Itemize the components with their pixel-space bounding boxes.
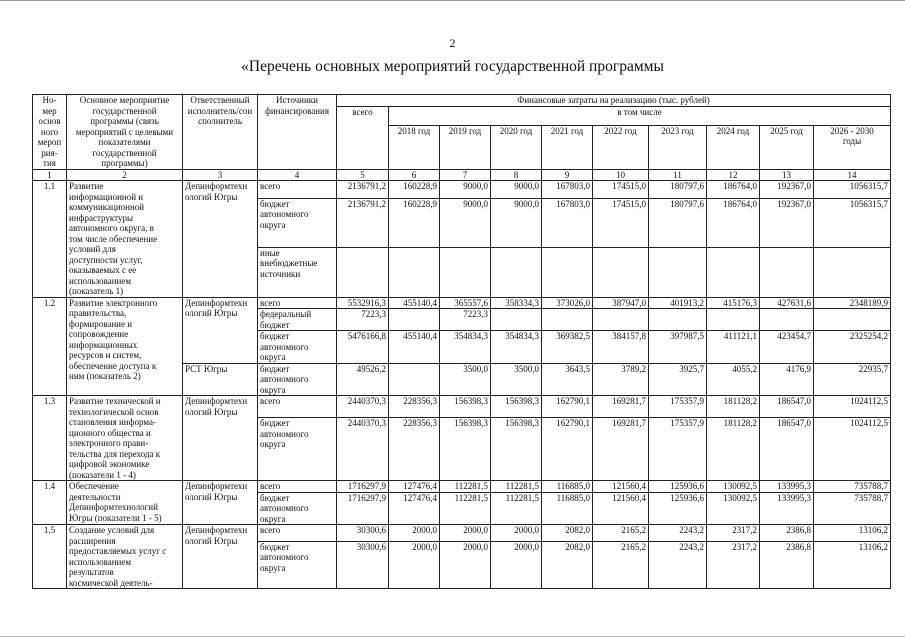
cost-year: 116885,0 xyxy=(542,492,593,525)
cost-year: 175357,9 xyxy=(649,418,707,481)
header-source: Источники финансирования xyxy=(258,95,337,170)
cost-year xyxy=(389,363,440,396)
funding-source: бюджет автономного округа xyxy=(258,363,337,396)
cost-year: 1056315,7 xyxy=(814,181,891,199)
cost-year: 423454,7 xyxy=(760,331,814,364)
cost-year: 181128,2 xyxy=(707,418,760,481)
cost-year xyxy=(649,309,707,331)
table-row xyxy=(33,396,891,418)
funding-source: бюджет автономного округа xyxy=(258,198,337,247)
activity-name: Создание условий для расширения предоставляемых услуг с использованием результатов космической деятель- xyxy=(67,525,183,589)
cost-year: 130092,5 xyxy=(707,481,760,493)
header-total: всего xyxy=(337,106,389,169)
cost-year: 130092,5 xyxy=(707,492,760,525)
column-number: 1 xyxy=(33,169,67,181)
cost-year: 2325254,2 xyxy=(814,331,891,364)
cost-total: 30300,6 xyxy=(337,541,389,588)
cost-year: 2386,8 xyxy=(760,525,814,542)
cost-year: 180797,6 xyxy=(649,198,707,247)
responsible-executor: Депинформтехн ологий Югры xyxy=(183,297,258,363)
column-number: 11 xyxy=(649,169,707,181)
activity-name: Обеспечение деятельности Депинформтехнологий Югры (показатели 1 - 5) xyxy=(67,481,183,525)
column-number-row xyxy=(33,169,891,181)
program-activities-table xyxy=(32,94,891,589)
cost-year: 2317,2 xyxy=(707,525,760,542)
cost-total: 2136791,2 xyxy=(337,181,389,199)
header-year: 2025 год xyxy=(760,125,814,169)
cost-year: 3789,2 xyxy=(593,363,649,396)
column-number: 6 xyxy=(389,169,440,181)
responsible-executor: Депинформтехн ологий Югры xyxy=(183,396,258,481)
cost-year: 735788,7 xyxy=(814,492,891,525)
activity-name: Развитие технической и технологической основ становления информа- ционного общества и электронного прави- тельства для перехода к цифровой экономике (показатели 1 - 4) xyxy=(67,396,183,481)
page-number: 2 xyxy=(449,36,456,50)
cost-year: 156398,3 xyxy=(491,418,542,481)
activity-name: Развитие информационной и коммуникационной инфраструктуры автономного округа, в том числе обеспечение условий для доступности услуг, оказываемых с ее использованием (показатель 1) xyxy=(67,181,183,298)
funding-source: всего xyxy=(258,481,337,493)
cost-total: 1716297,9 xyxy=(337,492,389,525)
cost-total: 2440370,3 xyxy=(337,396,389,418)
cost-year: 186764,0 xyxy=(707,181,760,199)
activity-name: Развитие электронного правительства, формирование и сопровождение информационных ресурсов и систем, обеспечение доступа к ним (показатель 2) xyxy=(67,297,183,396)
responsible-executor: Депинформтехн ологий Югры xyxy=(183,525,258,589)
funding-source: всего xyxy=(258,396,337,418)
cost-year: 2000,0 xyxy=(440,541,491,588)
cost-year: 415176,3 xyxy=(707,297,760,309)
cost-year: 354834,3 xyxy=(440,331,491,364)
cost-year: 116885,0 xyxy=(542,481,593,493)
header-year: 2018 год xyxy=(389,125,440,169)
column-number: 4 xyxy=(258,169,337,181)
cost-year: 401913,2 xyxy=(649,297,707,309)
header-costs: Финансовые затраты на реализацию (тыс. рублей) xyxy=(337,95,891,107)
cost-year: 13106,2 xyxy=(814,541,891,588)
table-row xyxy=(33,481,891,493)
responsible-executor: Депинформтехн ологий Югры xyxy=(183,181,258,298)
cost-year: 186547,0 xyxy=(760,396,814,418)
cost-year xyxy=(814,309,891,331)
column-number: 10 xyxy=(593,169,649,181)
cost-year: 192367,0 xyxy=(760,198,814,247)
cost-year: 160228,9 xyxy=(389,181,440,199)
header-responsible: Ответственный исполнитель/сои сполнитель xyxy=(183,95,258,170)
cost-year: 427631,6 xyxy=(760,297,814,309)
cost-year: 167803,0 xyxy=(542,181,593,199)
cost-year: 1024112,5 xyxy=(814,396,891,418)
header-year: 2023 год xyxy=(649,125,707,169)
cost-year: 7223,3 xyxy=(440,309,491,331)
cost-year: 1056315,7 xyxy=(814,198,891,247)
cost-year xyxy=(542,309,593,331)
cost-year: 192367,0 xyxy=(760,181,814,199)
cost-year: 397987,5 xyxy=(649,331,707,364)
cost-year: 3500,0 xyxy=(491,363,542,396)
cost-total: 2440370,3 xyxy=(337,418,389,481)
cost-year xyxy=(491,309,542,331)
activity-number: 1.3 xyxy=(33,396,67,481)
cost-year: 174515,0 xyxy=(593,198,649,247)
cost-year xyxy=(542,247,593,297)
column-number: 7 xyxy=(440,169,491,181)
cost-total: 2136791,2 xyxy=(337,198,389,247)
cost-year: 186547,0 xyxy=(760,418,814,481)
activity-number: 1.4 xyxy=(33,481,67,525)
cost-year: 160228,9 xyxy=(389,198,440,247)
cost-year: 169281,7 xyxy=(593,396,649,418)
column-number: 14 xyxy=(814,169,891,181)
cost-year xyxy=(707,309,760,331)
responsible-executor: РСТ Югры xyxy=(183,363,258,396)
scan-edge-top xyxy=(0,0,905,1)
funding-source: федеральный бюджет xyxy=(258,309,337,331)
cost-year: 127476,4 xyxy=(389,492,440,525)
header-activity: Основное мероприятие государственной программы (связь мероприятий с целевыми показателями государственной программы) xyxy=(67,95,183,170)
cost-year: 1024112,5 xyxy=(814,418,891,481)
cost-year xyxy=(389,247,440,297)
cost-total xyxy=(337,247,389,297)
cost-year: 387947,0 xyxy=(593,297,649,309)
document-title: «Перечень основных мероприятий государственной программы xyxy=(241,58,664,75)
cost-total: 5532916,3 xyxy=(337,297,389,309)
cost-year: 411121,1 xyxy=(707,331,760,364)
column-number: 9 xyxy=(542,169,593,181)
cost-year: 3643,5 xyxy=(542,363,593,396)
cost-year: 169281,7 xyxy=(593,418,649,481)
cost-year: 156398,3 xyxy=(491,396,542,418)
cost-year: 2165,2 xyxy=(593,541,649,588)
cost-year xyxy=(593,247,649,297)
cost-total: 30300,6 xyxy=(337,525,389,542)
cost-year: 112281,5 xyxy=(440,481,491,493)
cost-year: 156398,3 xyxy=(440,396,491,418)
cost-year: 455140,4 xyxy=(389,297,440,309)
funding-source: бюджет автономного округа xyxy=(258,418,337,481)
cost-year: 112281,5 xyxy=(440,492,491,525)
cost-year: 125936,6 xyxy=(649,492,707,525)
cost-year: 175357,9 xyxy=(649,396,707,418)
funding-source: всего xyxy=(258,525,337,542)
scan-edge-bottom xyxy=(0,636,905,637)
cost-year: 2243,2 xyxy=(649,525,707,542)
cost-year: 3925,7 xyxy=(649,363,707,396)
cost-year: 174515,0 xyxy=(593,181,649,199)
cost-year: 2243,2 xyxy=(649,541,707,588)
cost-year: 181128,2 xyxy=(707,396,760,418)
activity-number: 1.1 xyxy=(33,181,67,298)
cost-year xyxy=(491,247,542,297)
responsible-executor: Депинформтехн ологий Югры xyxy=(183,481,258,525)
cost-year: 2386,8 xyxy=(760,541,814,588)
cost-total: 5476166,8 xyxy=(337,331,389,364)
column-number: 5 xyxy=(337,169,389,181)
cost-year: 2000,0 xyxy=(491,525,542,542)
cost-year: 167803,0 xyxy=(542,198,593,247)
cost-year xyxy=(760,247,814,297)
cost-year: 22935,7 xyxy=(814,363,891,396)
cost-year: 9000,0 xyxy=(491,198,542,247)
cost-year: 384157,8 xyxy=(593,331,649,364)
cost-year: 2000,0 xyxy=(491,541,542,588)
cost-year: 358334,3 xyxy=(491,297,542,309)
header-including: в том числе xyxy=(389,106,891,125)
cost-year: 180797,6 xyxy=(649,181,707,199)
cost-total: 7223,3 xyxy=(337,309,389,331)
cost-year: 228356,3 xyxy=(389,396,440,418)
cost-year xyxy=(593,309,649,331)
header-year: 2024 год xyxy=(707,125,760,169)
cost-year xyxy=(649,247,707,297)
cost-year: 2165,2 xyxy=(593,525,649,542)
table-row xyxy=(33,525,891,542)
cost-year: 735788,7 xyxy=(814,481,891,493)
header-year: 2026 - 2030 годы xyxy=(814,125,891,169)
cost-year: 133995,3 xyxy=(760,492,814,525)
cost-year xyxy=(707,247,760,297)
column-number: 8 xyxy=(491,169,542,181)
cost-year: 2082,0 xyxy=(542,541,593,588)
header-no: Но- мер основ ного мероп рия- тия xyxy=(33,95,67,170)
cost-year: 112281,5 xyxy=(491,492,542,525)
cost-year: 9000,0 xyxy=(440,181,491,199)
funding-source: бюджет автономного округа xyxy=(258,331,337,364)
cost-year: 125936,6 xyxy=(649,481,707,493)
cost-year: 112281,5 xyxy=(491,481,542,493)
cost-year: 3500,0 xyxy=(440,363,491,396)
cost-year: 9000,0 xyxy=(491,181,542,199)
cost-total: 1716297,9 xyxy=(337,481,389,493)
column-number: 2 xyxy=(67,169,183,181)
cost-year: 133995,3 xyxy=(760,481,814,493)
cost-year: 365557,6 xyxy=(440,297,491,309)
cost-year: 127476,4 xyxy=(389,481,440,493)
table-row xyxy=(33,181,891,199)
cost-year: 2000,0 xyxy=(389,541,440,588)
cost-year: 2000,0 xyxy=(389,525,440,542)
activity-number: 1.5 xyxy=(33,525,67,589)
cost-year: 2000,0 xyxy=(440,525,491,542)
cost-year: 228356,3 xyxy=(389,418,440,481)
cost-year: 13106,2 xyxy=(814,525,891,542)
column-number: 12 xyxy=(707,169,760,181)
cost-year: 2317,2 xyxy=(707,541,760,588)
funding-source: всего xyxy=(258,181,337,199)
cost-year: 162790,1 xyxy=(542,418,593,481)
column-number: 13 xyxy=(760,169,814,181)
cost-year: 2348189,9 xyxy=(814,297,891,309)
table-row xyxy=(33,297,891,309)
activity-number: 1.2 xyxy=(33,297,67,396)
header-year: 2021 год xyxy=(542,125,593,169)
funding-source: бюджет автономного округа xyxy=(258,492,337,525)
cost-year xyxy=(760,309,814,331)
header-year: 2022 год xyxy=(593,125,649,169)
cost-year: 373026,0 xyxy=(542,297,593,309)
cost-year: 455140,4 xyxy=(389,331,440,364)
cost-year: 369382,5 xyxy=(542,331,593,364)
funding-source: бюджет автономного округа xyxy=(258,541,337,588)
cost-year: 2082,0 xyxy=(542,525,593,542)
cost-year: 186764,0 xyxy=(707,198,760,247)
cost-year xyxy=(814,247,891,297)
header-year: 2019 год xyxy=(440,125,491,169)
header-row xyxy=(33,95,891,107)
cost-total: 49526,2 xyxy=(337,363,389,396)
cost-year xyxy=(440,247,491,297)
column-number: 3 xyxy=(183,169,258,181)
cost-year: 4055,2 xyxy=(707,363,760,396)
cost-year: 121560,4 xyxy=(593,492,649,525)
cost-year: 156398,3 xyxy=(440,418,491,481)
funding-source: всего xyxy=(258,297,337,309)
cost-year: 354834,3 xyxy=(491,331,542,364)
funding-source: иные внебюджетные источники xyxy=(258,247,337,297)
header-year: 2020 год xyxy=(491,125,542,169)
cost-year: 121560,4 xyxy=(593,481,649,493)
cost-year: 4176,9 xyxy=(760,363,814,396)
cost-year xyxy=(389,309,440,331)
cost-year: 162790,1 xyxy=(542,396,593,418)
cost-year: 9000,0 xyxy=(440,198,491,247)
